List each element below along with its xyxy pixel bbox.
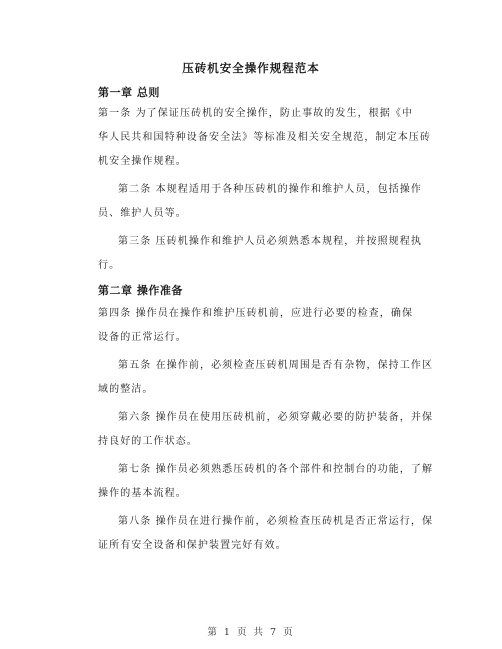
article-4	[98, 302, 424, 350]
article-8-line-2: 证所有安全设备和保护装置完好有效。	[98, 540, 287, 551]
article-3-line-1: 第三条 压砖机操作和维护人员必须熟悉本规程，并按照规程执	[118, 236, 422, 247]
article-6-line-1: 第六条 操作员在使用压砖机前，必须穿戴必要的防护装备，并保	[118, 412, 434, 423]
article-2	[98, 178, 424, 226]
article-7	[98, 458, 434, 506]
article-8	[98, 510, 434, 558]
article-5	[98, 354, 434, 402]
article-8-line-1: 第八条 操作员在进行操作前，必须检查压砖机是否正常运行，保	[118, 516, 434, 527]
article-1-line-1: 第一条 为了保证压砖机的安全操作，防止事故的发生，根据《中	[98, 108, 414, 119]
article-5-line-2: 域的整洁。	[98, 384, 154, 395]
chapter-2-heading: 第二章 操作准备	[98, 284, 183, 297]
page-number-footer: 第 1 页 共 7 页	[207, 627, 295, 638]
article-1-line-3: 机安全操作规程。	[98, 156, 187, 167]
article-3	[98, 230, 424, 278]
article-6-line-2: 持良好的工作状态。	[98, 436, 198, 447]
article-7-line-2: 操作的基本流程。	[98, 488, 187, 499]
document-title: 压砖机安全操作规程范本	[182, 61, 320, 75]
article-2-line-2: 员、维护人员等。	[98, 208, 187, 219]
article-4-line-1: 第四条 操作员在操作和维护压砖机前，应进行必要的检查，确保	[98, 308, 414, 319]
chapter-1-heading: 第一章 总则	[98, 86, 160, 99]
article-3-line-2: 行。	[98, 260, 121, 271]
article-4-line-2: 设备的正常运行。	[98, 332, 187, 343]
article-1	[98, 102, 431, 174]
article-6	[98, 406, 434, 454]
article-1-line-2: 华人民共和国特种设备安全法》等标准及相关安全规范，制定本压砖	[98, 132, 431, 143]
article-2-line-1: 第二条 本规程适用于各种压砖机的操作和维护人员，包括操作	[118, 184, 422, 195]
article-7-line-1: 第七条 操作员必须熟悉压砖机的各个部件和控制台的功能，了解	[118, 464, 434, 475]
article-5-line-1: 第五条 在操作前，必须检查压砖机周围是否有杂物，保持工作区	[118, 360, 434, 371]
